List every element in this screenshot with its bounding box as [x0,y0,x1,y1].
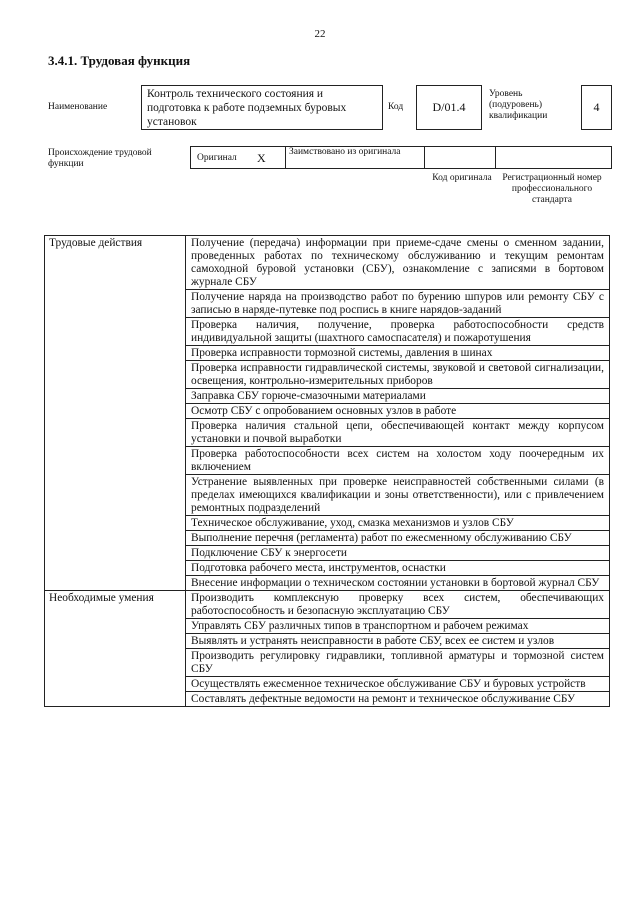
table-cell: Производить регулировку гидравлики, топливной арматуры и тормозной систем СБУ [186,649,610,677]
table-cell: Производить комплексную проверку всех систем, обеспечивающих работоспособность и безопасную эксплуатацию СБУ [186,591,610,619]
level-value: 4 [593,100,600,114]
table-cell: Заправка СБУ горюче-смазочными материалами [186,389,610,404]
registration-caption: Регистрационный номер профессионального стандарта [502,173,602,205]
code-label: Код [388,102,404,112]
table-cell: Управлять СБУ различных типов в транспортном и рабочем режимах [186,619,610,634]
table-cell: Выполнение перечня (регламента) работ по ежесменному обслуживанию СБУ [186,531,610,546]
section-title-cell: Необходимые умения [45,591,186,707]
section-title-cell: Трудовые действия [45,236,186,591]
original-label: Оригинал [197,153,237,163]
table-cell: Внесение информации о техническом состоянии установки в бортовой журнал СБУ [186,576,610,591]
table-cell: Получение наряда на производство работ по бурению шпуров или ремонту СБУ с записью в наряде-путевке под роспись в книге нарядов-заданий [186,290,610,318]
table-cell: Получение (передача) информации при приеме-сдаче смены о сменном задании, проведенных работах по техническому обслуживанию и текущим ремонтам самоходной буровой установки (СБУ), ознакомление с записями в бортовом журнале СБУ [186,236,610,290]
table-cell: Подготовка рабочего места, инструментов, оснастки [186,561,610,576]
original-mark: X [257,151,266,165]
table-cell: Подключение СБУ к энергосети [186,546,610,561]
level-label: Уровень (подуровень) квалификации [489,89,548,121]
table-cell: Проверка исправности тормозной системы, давления в шинах [186,346,610,361]
code-box [416,85,482,130]
origin-label: Происхождение трудовой функции [48,148,152,169]
function-name-value: Контроль технического состояния и подготовка к работе подземных буровых установок [147,88,347,128]
name-label: Наименование [48,102,108,112]
table-cell: Проверка работоспособности всех систем на холостом ходу поочередным их включением [186,447,610,475]
table-cell: Устранение выявленных при проверке неисправностей собственными силами (в пределах имеющихся квалификации и зоны ответственности), или с привлечением ремонтных подразделений [186,475,610,516]
code-value: D/01.4 [432,100,466,114]
section-title: 3.4.1. Трудовая функция [48,53,191,68]
borrowed-cell [285,146,425,169]
original-code-cell [424,146,496,169]
table-row [45,236,610,290]
table-cell: Проверка наличия, получение, проверка работоспособности средств индивидуальной защиты (шахтного самоспасателя) и пожаротушения [186,318,610,346]
code-caption: Код оригинала [432,173,492,183]
page-number: 22 [314,28,326,40]
table-row [45,591,610,619]
table-cell: Выявлять и устранять неисправности в работе СБУ, всех ее систем и узлов [186,634,610,649]
table-cell: Составлять дефектные ведомости на ремонт и техническое обслуживание СБУ [186,692,610,707]
function-table [44,235,610,707]
table-cell: Проверка наличия стальной цепи, обеспечивающей контакт между корпусом установки и почвой выработки [186,419,610,447]
registration-number-cell [495,146,612,169]
table-cell: Осуществлять ежесменное техническое обслуживание СБУ и буровых устройств [186,677,610,692]
table-cell: Осмотр СБУ с опробованием основных узлов в работе [186,404,610,419]
function-name-box [141,85,383,130]
table-cell: Техническое обслуживание, уход, смазка механизмов и узлов СБУ [186,516,610,531]
table-cell: Проверка исправности гидравлической системы, звуковой и световой сигнализации, освещения, контрольно-измерительных приборов [186,361,610,389]
borrowed-label: Заимствовано из оригинала [289,147,401,157]
level-box [581,85,612,130]
original-cell [190,146,286,169]
